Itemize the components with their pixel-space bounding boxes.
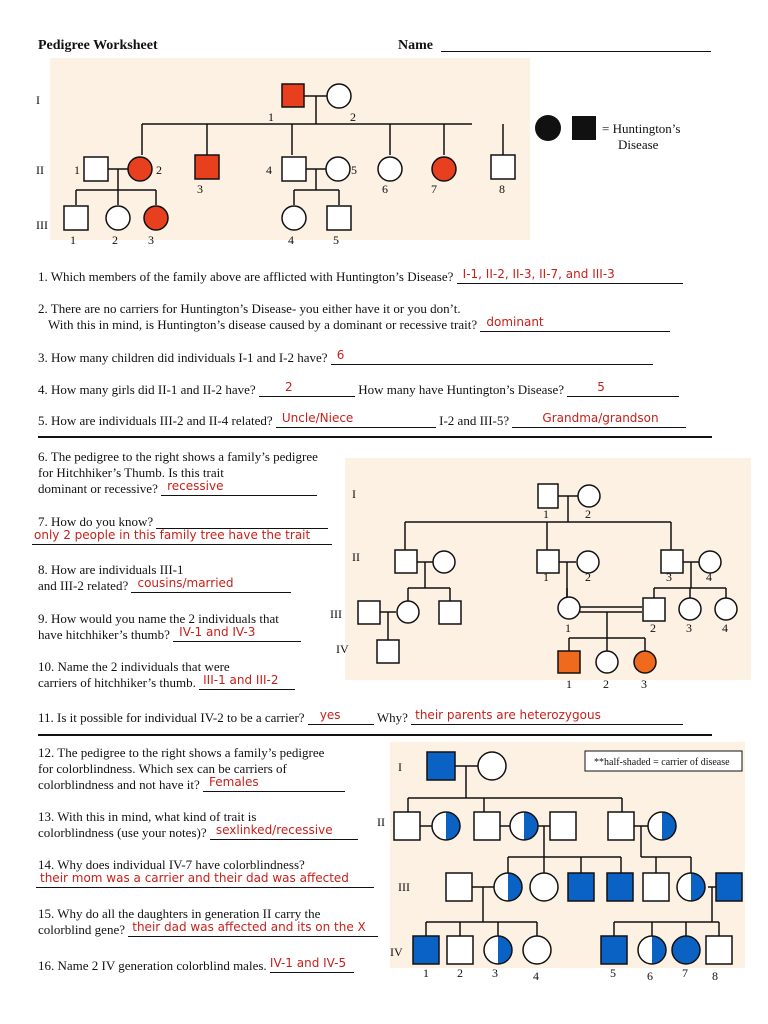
pedigree3-IV-1-male-affected — [413, 936, 439, 964]
p1-II-5-num: 5 — [351, 163, 357, 177]
q3-answer-field[interactable]: 6 — [331, 350, 653, 365]
pedigree3-I-1-male-affected — [427, 752, 455, 780]
pedigree3-III-1-male — [446, 873, 472, 901]
p1-III-2-num: 2 — [112, 233, 118, 247]
p3-IV-2-num: 2 — [457, 966, 463, 980]
pedigree3-IV-8-male — [706, 936, 732, 964]
q8-line2: and III-2 related? cousins/married — [38, 578, 291, 593]
q10-line2: carriers of hitchhiker’s thumb. III-1 and III-2 — [38, 675, 295, 690]
p1-gen-label-II: II — [36, 163, 44, 177]
p1-II-7-num: 7 — [431, 182, 437, 196]
q4-answer-a-field[interactable]: 2 — [259, 382, 355, 397]
q11-answer-b-field[interactable]: their parents are heterozygous — [411, 710, 683, 725]
p3-IV-6-num: 6 — [647, 969, 653, 983]
q12-line2: for colorblindness. Which sex can be carriers of — [38, 761, 287, 776]
q12-line3: colorblindness and not have it? Females — [38, 777, 345, 792]
p2-III-4-num: 4 — [722, 621, 728, 635]
pedigree3-I-2-female — [478, 752, 506, 780]
pedigree3-II-6-male — [608, 812, 634, 840]
q12-answer-field[interactable]: Females — [203, 777, 345, 792]
pedigree3-III-5-male-affected — [607, 873, 633, 901]
p1-I-1-num: 1 — [268, 110, 274, 124]
p3-IV-7-num: 7 — [682, 966, 688, 980]
pedigree3-III-6-male — [643, 873, 669, 901]
p1-gen-label-III: III — [36, 218, 48, 232]
p2-II-4-num: 4 — [706, 570, 712, 584]
pedigree3-IV-7-female-affected — [672, 936, 700, 964]
q11: 11. Is it possible for individual IV-2 to be a carrier? yes Why? their parents are heterozygous — [38, 710, 683, 725]
q7: 7. How do you know? — [38, 514, 328, 529]
p1-I-2-num: 2 — [350, 110, 356, 124]
p1-gen-label-I: I — [36, 93, 40, 107]
p2-IV-3-num: 3 — [641, 677, 647, 691]
q16-answer-field[interactable]: IV-1 and IV-5 — [270, 958, 354, 973]
q15-line1: 15. Why do all the daughters in generation II carry the — [38, 906, 321, 921]
p2-gen-label-I: I — [352, 487, 356, 501]
q1: 1. Which members of the family above are afflicted with Huntington’s Disease? I-1, II-2, II-3, II-7, and III-3 — [38, 269, 683, 284]
q14-answer-row — [36, 873, 374, 888]
p3-IV-4-num: 4 — [533, 969, 539, 983]
pedigree3-III-8-male-affected — [716, 873, 742, 901]
pedigree3-IV-4-female — [523, 936, 551, 964]
pedigree3-II-1-male — [394, 812, 420, 840]
q4-answer-b-field[interactable]: 5 — [567, 382, 679, 397]
pedigree3-IV-6-female-carrier — [638, 936, 666, 964]
q2-answer-field[interactable]: dominant — [480, 317, 670, 332]
p1-II-8-num: 8 — [499, 182, 505, 196]
p3-IV-8-num: 8 — [712, 969, 718, 983]
worksheet-title: Pedigree Worksheet — [38, 38, 158, 53]
q5-answer-a-field[interactable]: Uncle/Niece — [276, 413, 436, 428]
q6-line2: for Hitchhiker’s Thumb. Is this trait — [38, 465, 224, 480]
q15-answer-field[interactable]: their dad was affected and its on the X — [128, 922, 378, 937]
p2-II-3-num: 3 — [666, 570, 672, 584]
q11-answer-a-field[interactable]: yes — [308, 710, 374, 725]
p2-II-2-num: 2 — [585, 570, 591, 584]
q2-line1: 2. There are no carriers for Huntington’s Disease- you either have it or you don’t. — [38, 301, 461, 316]
p2-III-1-num: 1 — [565, 621, 571, 635]
q3: 3. How many children did individuals I-1 and I-2 have? 6 — [38, 350, 653, 365]
p3-IV-5-num: 5 — [610, 966, 616, 980]
p2-gen-label-II: II — [352, 550, 360, 564]
q12-line1: 12. The pedigree to the right shows a family’s pedigree — [38, 745, 325, 760]
q6-answer-field[interactable]: recessive — [161, 481, 317, 496]
p1-II-6-num: 6 — [382, 182, 388, 196]
pedigree3-II-2-female-carrier — [432, 812, 460, 840]
p2-III-2-num: 2 — [650, 621, 656, 635]
q10-answer-field[interactable]: III-1 and III-2 — [199, 675, 295, 690]
pedigree3-III-3-female — [530, 873, 558, 901]
pedigree3-II-7-female-carrier — [648, 812, 676, 840]
pedigree3-II-4-female-carrier — [510, 812, 538, 840]
q13-answer-field[interactable]: sexlinked/recessive — [210, 825, 358, 840]
pedigree3-III-2-female-carrier — [494, 873, 522, 901]
p2-IV-2-num: 2 — [603, 677, 609, 691]
name-label: Name — [398, 38, 433, 53]
p1-III-4-num: 4 — [288, 233, 294, 247]
p1-III-5-num: 5 — [333, 233, 339, 247]
q5-answer-b-field[interactable]: Grandma/grandson — [512, 413, 686, 428]
q8-answer-field[interactable]: cousins/married — [131, 578, 291, 593]
p1-III-3-num: 3 — [148, 233, 154, 247]
p2-III-3-num: 3 — [686, 621, 692, 635]
q2-line2: With this in mind, is Huntington’s disease caused by a dominant or recessive trait? dominant — [48, 317, 670, 332]
q9-answer-field[interactable]: IV-1 and IV-3 — [173, 627, 301, 642]
q15-line2: colorblind gene? their dad was affected and its on the X — [38, 922, 378, 937]
q6-line1: 6. The pedigree to the right shows a family’s pedigree — [38, 449, 318, 464]
pedigree3-III-4-male-affected — [568, 873, 594, 901]
p3-gen-label-III: III — [398, 880, 410, 894]
q4: 4. How many girls did II-1 and II-2 have? 2 How many have Huntington’s Disease? 5 — [38, 382, 679, 397]
p2-gen-label-III: III — [330, 607, 342, 621]
q8-line1: 8. How are individuals III-1 — [38, 562, 184, 577]
p2-I-2-num: 2 — [585, 507, 591, 521]
q1-answer-field[interactable]: I-1, II-2, II-3, II-7, and III-3 — [457, 269, 683, 284]
legend-text-2: Disease — [618, 137, 659, 152]
legend-text-1: = Huntington’s — [602, 121, 681, 136]
p2-I-1-num: 1 — [543, 507, 549, 521]
q5: 5. How are individuals III-2 and II-4 related? Uncle/Niece I-2 and III-5? Grandma/grandson — [38, 413, 686, 428]
p3-gen-label-I: I — [398, 760, 402, 774]
p1-II-3-num: 3 — [197, 182, 203, 196]
q7-answer-field[interactable]: only 2 people in this family tree have the trait — [32, 530, 332, 545]
pedigree3-IV-2-male — [447, 936, 473, 964]
p3-IV-3-num: 3 — [492, 966, 498, 980]
carrier-note-text: **half-shaded = carrier of disease — [594, 757, 730, 768]
p1-II-2-num: 2 — [156, 163, 162, 177]
pedigree3-II-3-male — [474, 812, 500, 840]
q16: 16. Name 2 IV generation colorblind males. IV-1 and IV-5 — [38, 958, 354, 973]
q9-line2: have hitchhiker’s thumb? IV-1 and IV-3 — [38, 627, 301, 642]
p1-III-1-num: 1 — [70, 233, 76, 247]
p2-gen-label-IV: IV — [336, 642, 349, 656]
q14: 14. Why does individual IV-7 have colorblindness? — [38, 857, 305, 872]
q6-line3: dominant or recessive? recessive — [38, 481, 317, 496]
p3-IV-1-num: 1 — [423, 966, 429, 980]
q14-answer-field[interactable]: their mom was a carrier and their dad was affected — [36, 873, 374, 888]
q9-line1: 9. How would you name the 2 individuals that — [38, 611, 279, 626]
p1-II-4-num: 4 — [266, 163, 272, 177]
pedigree3-II-5-male — [550, 812, 576, 840]
p3-gen-label-II: II — [377, 815, 385, 829]
q13-line1: 13. With this in mind, what kind of trait is — [38, 809, 257, 824]
pedigree3-IV-3-female-carrier — [484, 936, 512, 964]
p1-II-1-num: 1 — [74, 163, 80, 177]
pedigree3-III-7-female-carrier — [677, 873, 705, 901]
p2-II-1-num: 1 — [543, 570, 549, 584]
q13-line2: colorblindness (use your notes)? sexlinked/recessive — [38, 825, 358, 840]
q10-line1: 10. Name the 2 individuals that were — [38, 659, 230, 674]
pedigree3-IV-5-male-affected — [601, 936, 627, 964]
p3-gen-label-IV: IV — [390, 945, 403, 959]
p2-IV-1-num: 1 — [566, 677, 572, 691]
